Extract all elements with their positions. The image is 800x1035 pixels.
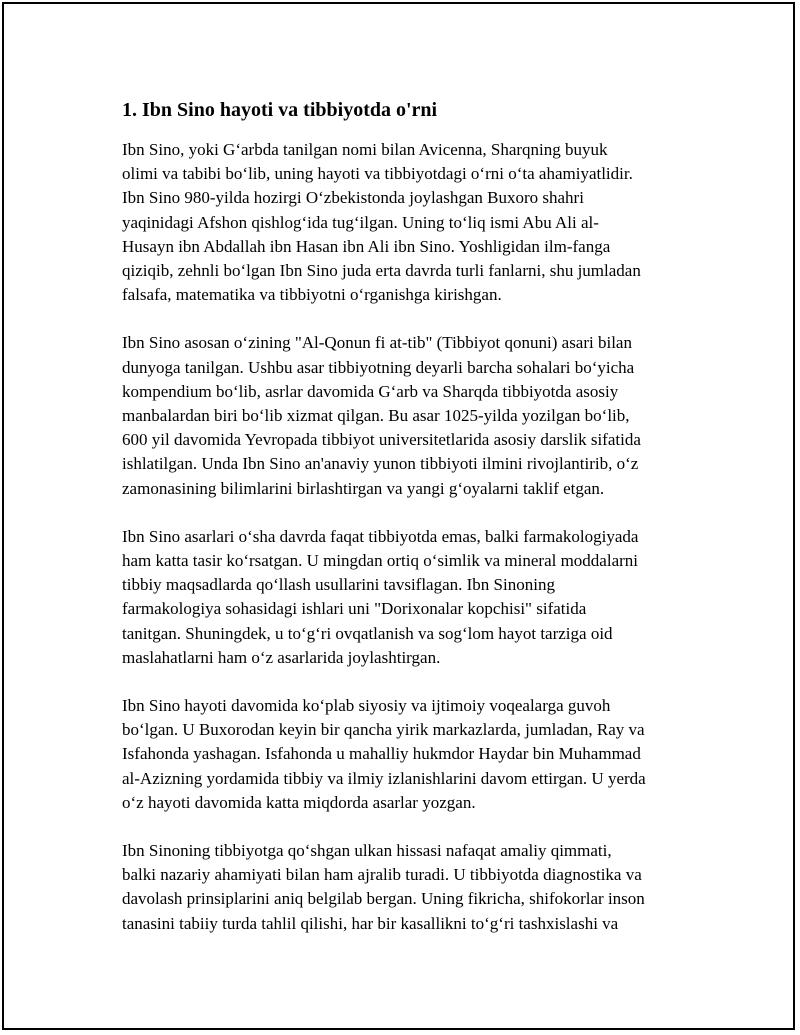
page-frame (2, 2, 795, 1030)
text-line: bo‘lgan. U Buxorodan keyin bir qancha yirik markazlarda, jumladan, Ray va (122, 720, 645, 740)
paragraph-5 (122, 839, 702, 936)
text-line: qiziqib, zehnli bo‘lgan Ibn Sino juda erta davrda turli fanlarni, shu jumladan (122, 261, 641, 281)
text-line: al-Azizning yordamida tibbiy va ilmiy izlanishlarini davom ettirgan. U yerda (122, 768, 646, 788)
text-line: falsafa, matematika va tibbiyotni o‘rganishga kirishgan. (122, 285, 502, 305)
text-line: yaqinidagi Afshon qishlog‘ida tug‘ilgan. Uning to‘liq ismi Abu Ali al- (122, 212, 599, 232)
text-line: olimi va tabibi bo‘lib, uning hayoti va tibbiyotdagi o‘rni o‘ta ahamiyatlidir. (122, 164, 633, 184)
text-line: tanitgan. Shuningdek, u to‘g‘ri ovqatlanish va sog‘lom hayot tarziga oid (122, 623, 613, 643)
paragraph-3 (122, 525, 702, 670)
text-line: davolash prinsiplarini aniq belgilab bergan. Uning fikricha, shifokorlar inson (122, 889, 645, 909)
text-line: zamonasining bilimlarini birlashtirgan va yangi g‘oyalarni taklif etgan. (122, 478, 605, 498)
text-line: Ibn Sino asosan o‘zining "Al-Qonun fi at-tib" (Tibbiyot qonuni) asari bilan (122, 333, 632, 353)
text-line: maslahatlarni ham o‘z asarlarida joylashtirgan. (122, 647, 441, 667)
text-line: farmakologiya sohasidagi ishlari uni "Dorixonalar kopchisi" sifatida (122, 599, 587, 619)
paragraph-2 (122, 331, 702, 500)
text-line: kompendium bo‘lib, asrlar davomida G‘arb va Sharqda tibbiyotda asosiy (122, 381, 619, 401)
text-line: Ibn Sino asarlari o‘sha davrda faqat tibbiyotda emas, balki farmakologiyada (122, 526, 639, 546)
paragraph-1 (122, 138, 702, 307)
text-line: Ibn Sino 980-yilda hozirgi O‘zbekistonda joylashgan Buxoro shahri (122, 188, 584, 208)
section-heading: 1. Ibn Sino hayoti va tibbiyotda o'rni (122, 99, 438, 121)
text-line: balki nazariy ahamiyati bilan ham ajralib turadi. U tibbiyotda diagnostika va (122, 865, 642, 885)
text-line: Husayn ibn Abdallah ibn Hasan ibn Ali ibn Sino. Yoshligidan ilm-fanga (122, 236, 611, 256)
text-line: Ibn Sino, yoki G‘arbda tanilgan nomi bilan Avicenna, Sharqning buyuk (122, 140, 608, 159)
text-line: 600 yil davomida Yevropada tibbiyot universitetlarida asosiy darslik sifatida (122, 430, 641, 450)
text-line: ham katta tasir ko‘rsatgan. U mingdan ortiq o‘simlik va mineral moddalarni (122, 551, 639, 571)
text-line: tanasini tabiiy turda tahlil qilishi, har bir kasallikni to‘g‘ri tashxislashi va (122, 913, 619, 933)
text-line: tibbiy maqsadlarda qo‘llash usullarini tavsiflagan. Ibn Sinoning (122, 575, 555, 595)
text-line: Ibn Sino hayoti davomida ko‘plab siyosiy va ijtimoiy voqealarga guvoh (122, 696, 611, 716)
text-line: Ibn Sinoning tibbiyotga qo‘shgan ulkan hissasi nafaqat amaliy qimmati, (122, 841, 612, 861)
paragraph-4 (122, 694, 702, 815)
document-body (122, 96, 702, 960)
text-line: o‘z hayoti davomida katta miqdorda asarlar yozgan. (122, 792, 476, 812)
text-line: manbalardan biri bo‘lib xizmat qilgan. Bu asar 1025-yilda yozilgan bo‘lib, (122, 406, 630, 426)
text-line: dunyoga tanilgan. Ushbu asar tibbiyotning deyarli barcha sohalari bo‘yicha (122, 357, 635, 377)
text-line: ishlatilgan. Unda Ibn Sino an'anaviy yunon tibbiyoti ilmini rivojlantirib, o‘z (122, 454, 639, 474)
text-line: Isfahonda yashagan. Isfahonda u mahalliy hukmdor Haydar bin Muhammad (122, 744, 641, 764)
